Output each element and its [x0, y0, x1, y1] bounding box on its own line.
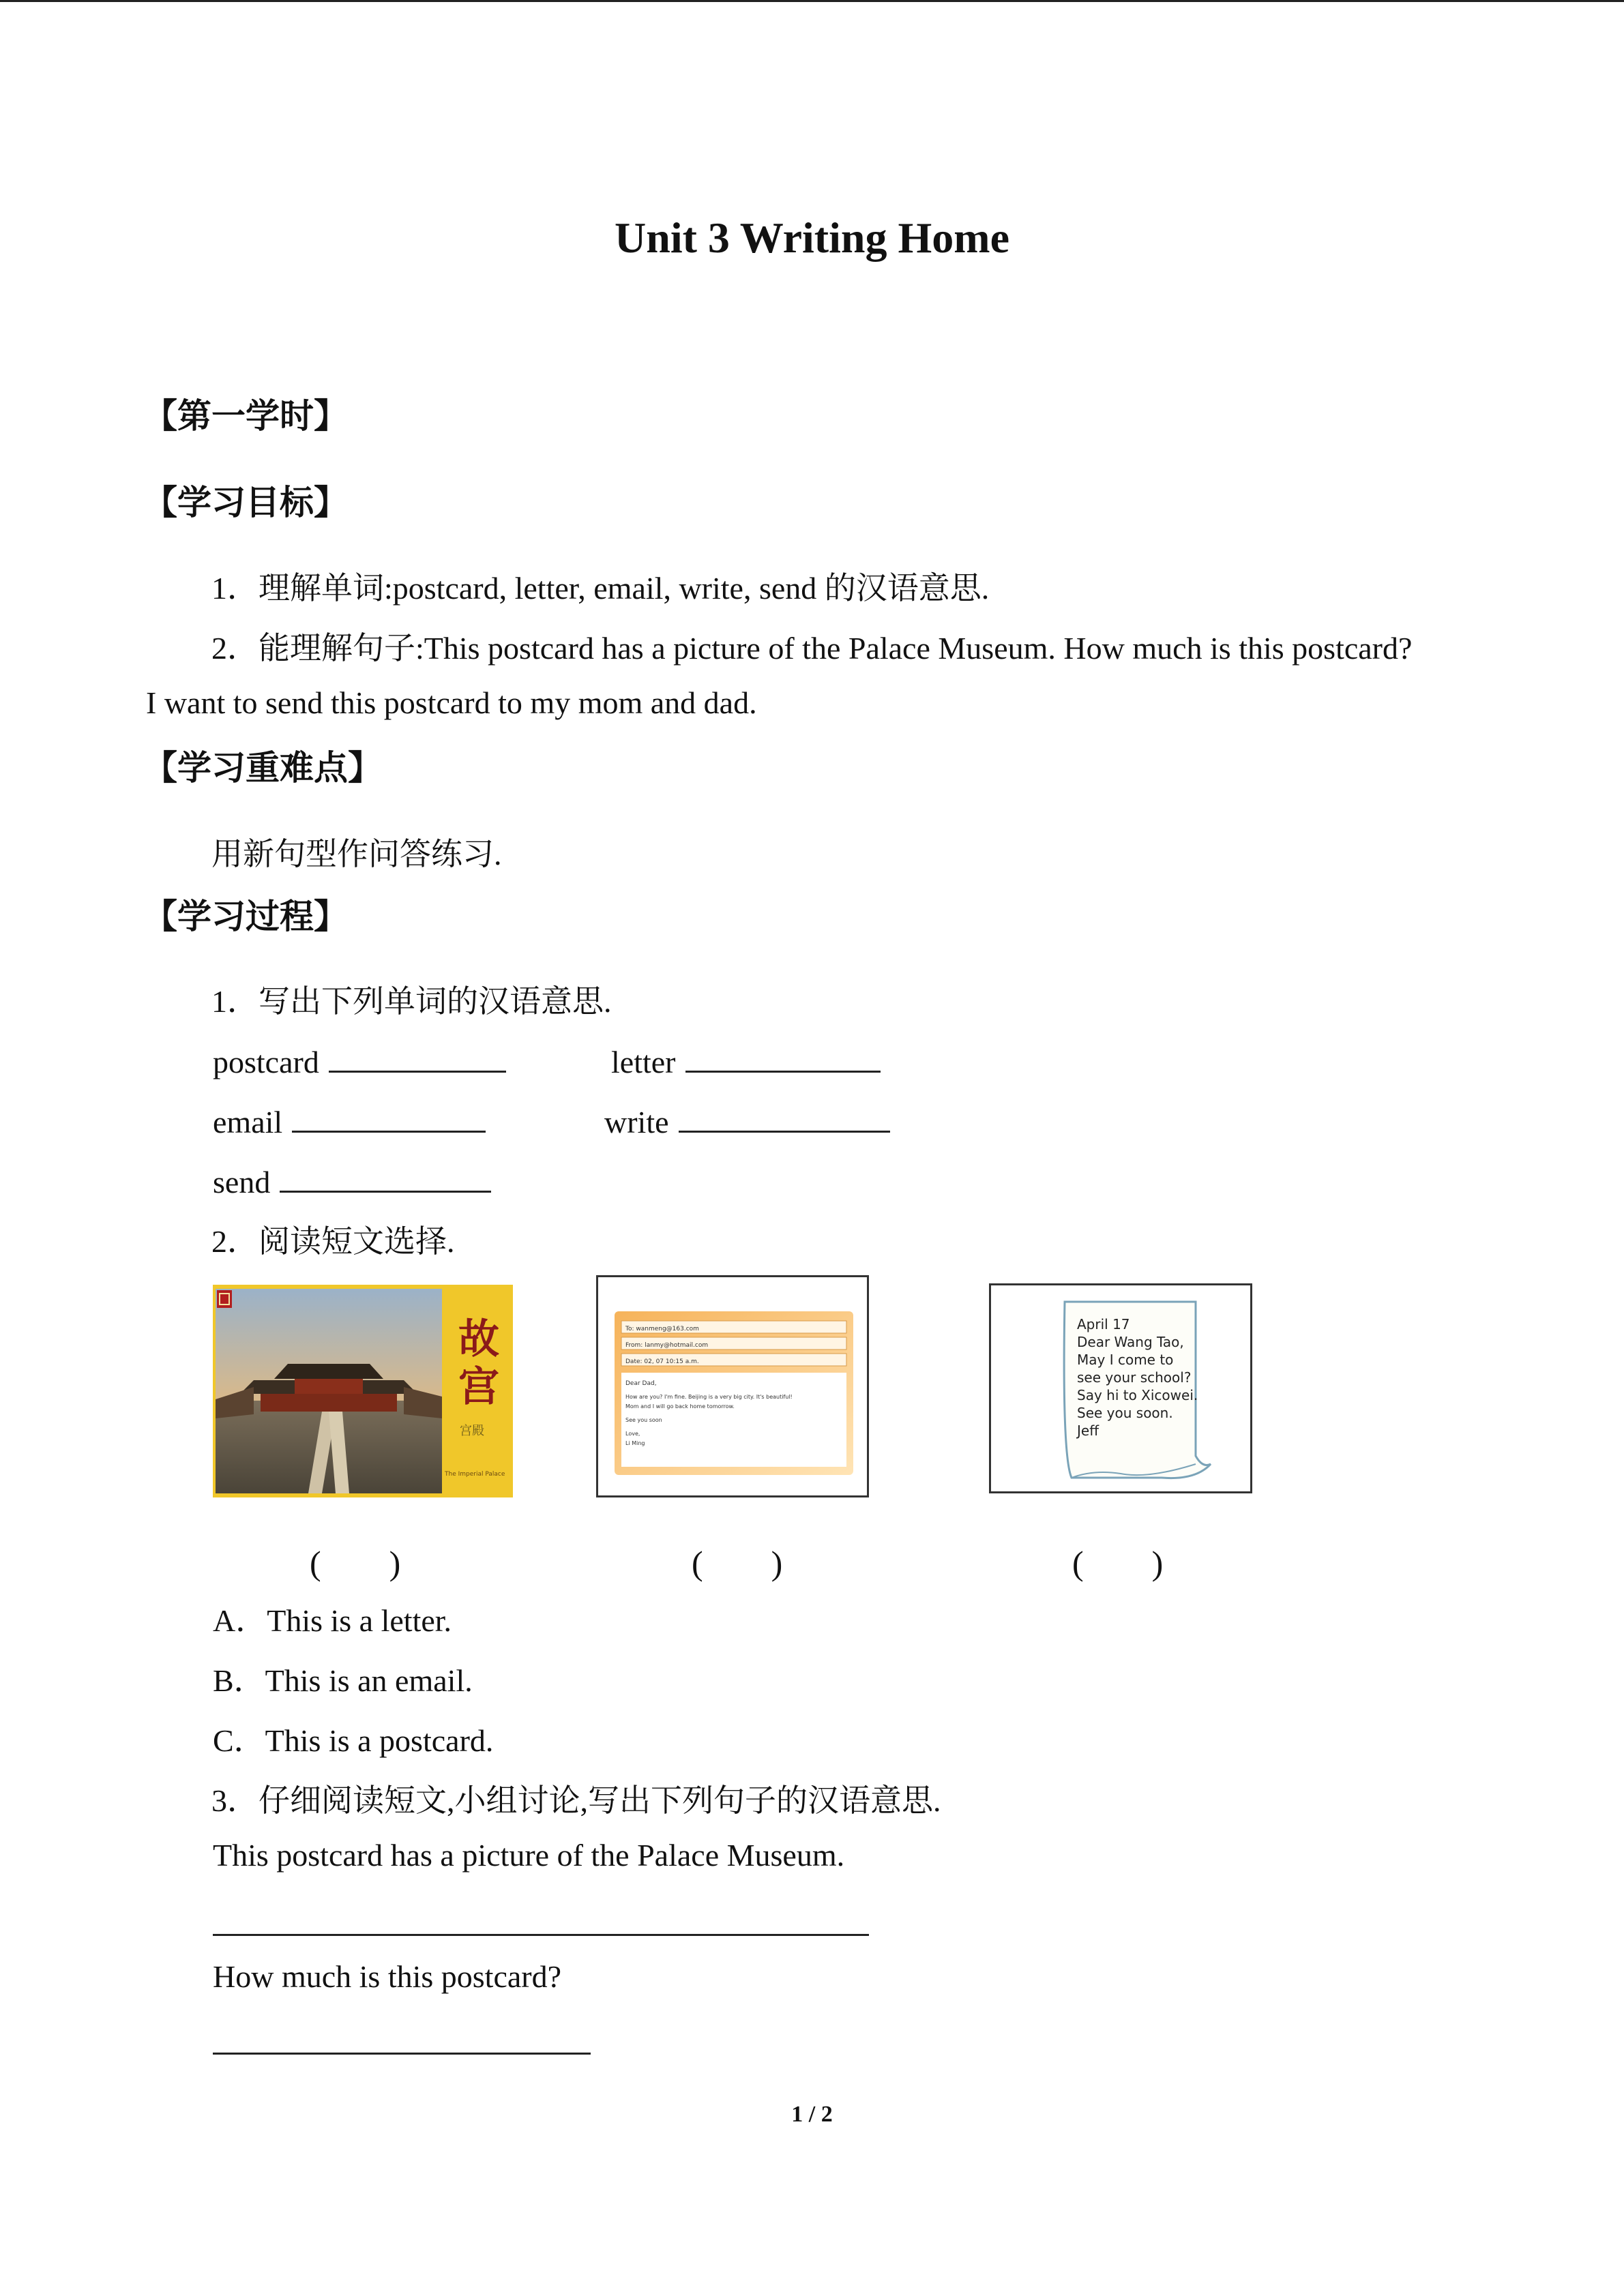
option-b: B．This is an email. — [213, 1663, 473, 1698]
page-title: Unit 3 Writing Home — [615, 213, 1009, 262]
letter-line: See you soon. — [1077, 1405, 1173, 1421]
answer-paren-1[interactable]: ( ) — [310, 1544, 401, 1582]
option-a: A．This is a letter. — [213, 1603, 452, 1638]
word-email — [213, 1099, 486, 1140]
postcard-image — [213, 1285, 513, 1497]
letter-line: Dear Wang Tao, — [1077, 1334, 1184, 1350]
email-body-1: How are you? I'm fine. Beijing is a very big city. It's beautiful! — [625, 1394, 793, 1400]
task3-sentence-1: This postcard has a picture of the Palace Museum. — [213, 1838, 845, 1873]
letter-line: Say hi to Xicowei. — [1077, 1387, 1198, 1403]
email-signature: Li Ming — [625, 1440, 645, 1446]
email-illustration — [598, 1277, 867, 1495]
letter-line: May I come to — [1077, 1352, 1174, 1368]
word-label: letter — [611, 1045, 676, 1079]
keypoints-heading: 【学习重难点】 — [143, 748, 382, 788]
word-postcard — [213, 1039, 506, 1080]
page-number: 1 / 2 — [791, 2102, 833, 2127]
section-lesson-one: 【第一学时】 — [143, 396, 348, 436]
option-c: C．This is a postcard. — [213, 1723, 494, 1758]
task1-instruction: 1．写出下列单词的汉语意思. — [211, 984, 612, 1019]
letter-line: see your school? — [1077, 1369, 1192, 1386]
objectives-heading: 【学习目标】 — [143, 483, 348, 522]
postcard-small-cn: 宫殿 — [460, 1424, 484, 1438]
postcard-en-text: The Imperial Palace — [445, 1471, 505, 1478]
keypoints-text: 用新句型作问答练习. — [211, 837, 502, 871]
top-border — [0, 0, 1624, 2]
task3-sentence-2: How much is this postcard? — [213, 1959, 562, 1994]
answer-blank[interactable] — [679, 1099, 890, 1133]
postcard-title-2: 宫 — [458, 1363, 499, 1411]
process-heading: 【学习过程】 — [143, 897, 348, 936]
letter-image — [989, 1283, 1252, 1493]
word-label: email — [213, 1105, 283, 1139]
email-body-2: Mom and I will go back home tomorrow. — [625, 1403, 735, 1410]
answer-blank[interactable] — [685, 1039, 881, 1073]
letter-text — [1077, 1315, 1198, 1440]
answer-blank[interactable] — [329, 1039, 506, 1073]
word-send — [213, 1159, 491, 1200]
objective-item-2: 2．能理解句子:This postcard has a picture of the Palace Museum. How much is this postcard? — [211, 631, 1413, 666]
answer-blank[interactable] — [280, 1159, 491, 1193]
word-label: write — [604, 1105, 669, 1139]
letter-line: April 17 — [1077, 1316, 1130, 1332]
answer-line-2[interactable] — [213, 2053, 591, 2055]
postcard-illustration — [213, 1285, 513, 1497]
answer-blank[interactable] — [292, 1099, 486, 1133]
word-letter — [611, 1039, 881, 1080]
email-from: From: lanmy@hotmail.com — [625, 1342, 709, 1349]
word-label: send — [213, 1165, 271, 1199]
answer-paren-2[interactable]: ( ) — [692, 1544, 783, 1582]
answer-paren-3[interactable]: ( ) — [1072, 1544, 1164, 1582]
task2-instruction: 2．阅读短文选择. — [211, 1224, 455, 1259]
email-greeting: Dear Dad, — [625, 1380, 657, 1387]
word-label: postcard — [213, 1045, 319, 1079]
email-closing-1: See you soon — [625, 1417, 662, 1423]
objective-item-2-continued: I want to send this postcard to my mom and dad. — [146, 685, 757, 720]
email-to: To: wanmeng@163.com — [625, 1326, 699, 1332]
postcard-title-1: 故 — [458, 1315, 499, 1363]
email-closing-2: Love, — [625, 1431, 640, 1437]
email-date: Date: 02, 07 10:15 a.m. — [625, 1358, 699, 1365]
objective-item-1: 1．理解单词:postcard, letter, email, write, send 的汉语意思. — [211, 571, 990, 606]
answer-line-1[interactable] — [213, 1934, 869, 1936]
email-image — [596, 1275, 869, 1497]
word-write — [604, 1099, 890, 1140]
letter-line: Jeff — [1077, 1422, 1099, 1439]
task3-instruction: 3．仔细阅读短文,小组讨论,写出下列句子的汉语意思. — [211, 1783, 941, 1818]
